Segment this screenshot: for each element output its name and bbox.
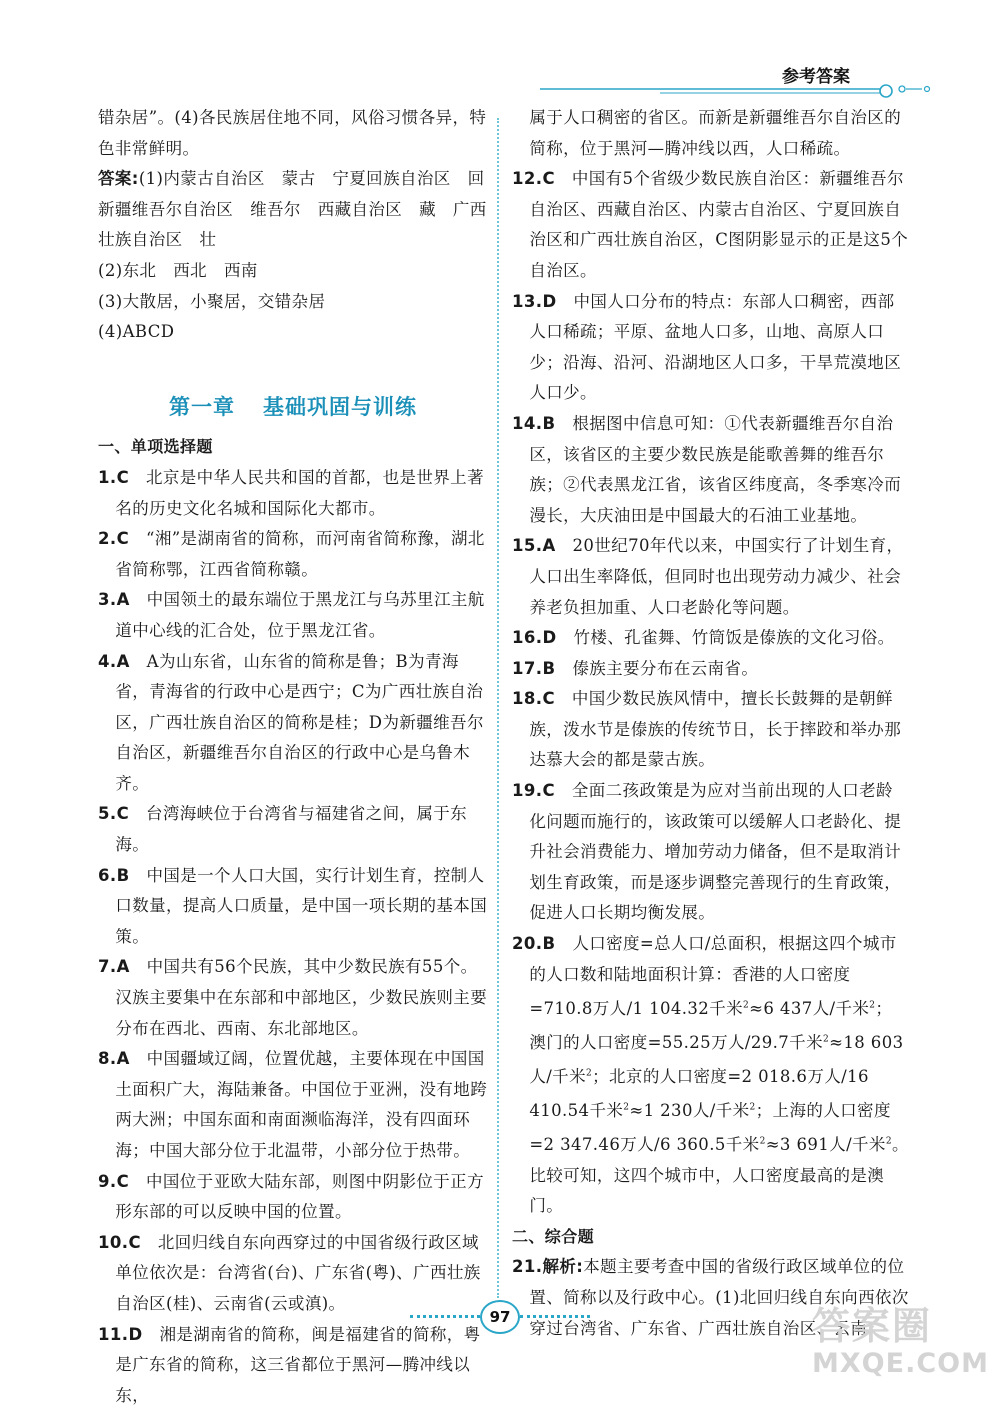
- answer-item: [98, 952, 488, 1044]
- answer-item: [98, 799, 488, 860]
- answer-label: 答案:: [98, 169, 139, 189]
- answer-item: [512, 287, 909, 409]
- answer-item: [98, 861, 488, 953]
- item-explanation: 中国疆域辽阔，位置优越，主要体现在中国国土面积广大，海陆兼备。中国位于亚洲，没有地跨两大洲；中国东面和南面濒临海洋，没有四面环海；中国大部分位于北温带，小部分位于热带。: [115, 1049, 488, 1160]
- item-number: 16.: [512, 628, 543, 648]
- watermark-url: MXQE.COM: [812, 1348, 989, 1379]
- chapter-title: 基础巩固与训练: [263, 393, 417, 419]
- right-column: [512, 103, 909, 1344]
- item-explanation: A为山东省，山东省的简称是鲁；B为青海省，青海省的行政中心是西宁；C为广西壮族自治区，广西壮族自治区的简称是桂；D为新疆维吾尔自治区，新疆维吾尔自治区的行政中心是乌鲁木齐。: [115, 651, 484, 793]
- item-answer: A: [116, 590, 130, 610]
- item-answer: C: [116, 804, 130, 824]
- superscript: 2: [749, 1102, 756, 1113]
- watermark: [812, 1304, 989, 1392]
- page-footer: [390, 1296, 610, 1340]
- item-number: 12.: [512, 169, 543, 189]
- header-rule: [540, 58, 940, 98]
- answer-item: [98, 524, 488, 585]
- column-divider: [497, 118, 499, 1298]
- item-explanation: 中国有5个省级少数民族自治区：新疆维吾尔自治区、西藏自治区、内蒙古自治区、宁夏回族自治区和广西壮族自治区，C图阴影显示的正是这5个自治区。: [529, 169, 909, 280]
- item-number: 18.: [512, 689, 543, 709]
- watermark-logo: 答案圈: [812, 1304, 933, 1348]
- item-number: 21.: [512, 1257, 543, 1277]
- item-number: 6.: [98, 865, 117, 885]
- item-number: 4.: [98, 651, 117, 671]
- answer-text: 错杂居”。(4)各民族居住地不同，风俗习惯各异，特色非常鲜明。: [98, 108, 487, 158]
- superscript: 2: [623, 1102, 630, 1113]
- answer-item: [98, 585, 488, 646]
- item-explanation: 中国人口分布的特点：东部人口稠密，西部人口稀疏；平原、盆地人口多，山地、高原人口少；沿海、沿河、沿湖地区人口多，干旱荒漠地区人口少。: [529, 291, 902, 403]
- item-number: 7.: [98, 957, 117, 977]
- superscript: 2: [743, 1000, 750, 1011]
- item-label: 解析:: [542, 1257, 584, 1277]
- item-answer: C: [542, 689, 555, 709]
- answer-item: [98, 1167, 488, 1228]
- item-number: 10.: [98, 1232, 129, 1252]
- answer-item: [512, 164, 909, 286]
- item-explanation: 中国领土的最东端位于黑龙江与乌苏里江主航道中心线的汇合处，位于黑龙江省。: [115, 590, 485, 640]
- item-number: 19.: [512, 781, 543, 801]
- answer-text: (3)大散居，小聚居，交错杂居: [98, 291, 326, 311]
- chapter-heading: [98, 392, 488, 423]
- item-answer: C: [542, 169, 555, 189]
- superscript: 2: [585, 1068, 593, 1079]
- answer-item: [98, 463, 488, 524]
- answer-text: (1)内蒙古自治区 蒙古 宁夏回族自治区 回 新疆维吾尔自治区 维吾尔 西藏自治区 藏 广西壮族自治区 壮: [98, 169, 502, 250]
- item-explanation: 傣族主要分布在云南省。: [572, 658, 759, 678]
- answer-item: [512, 531, 909, 623]
- footer-dots-right: [520, 1315, 590, 1318]
- item-answer: D: [542, 291, 557, 311]
- item-explanation: 本题主要考查中国的省级行政区域单位的位置、简称以及行政中心。(1)北回归线自东向西依次穿过台湾省、广东省、广西壮族自治区、云南: [529, 1257, 909, 1338]
- answer-item: [512, 776, 909, 929]
- item-answer: B: [542, 413, 556, 433]
- item-number: 9.: [98, 1171, 117, 1191]
- chapter-number: 第一章: [169, 393, 235, 419]
- item-number: 20.: [512, 934, 543, 954]
- item-number: 1.: [98, 467, 117, 487]
- answer-item: [512, 929, 909, 1222]
- item-number: 3.: [98, 590, 117, 610]
- item-explanation: 北回归线自东向西穿过的中国省级行政区域单位依次是：台湾省(台)、广东省(粤)、广西壮族自治区(桂)、云南省(云或滇)。: [115, 1232, 481, 1313]
- answer-item: [98, 1044, 488, 1166]
- item-answer: A: [116, 1049, 130, 1069]
- item-answer: A: [116, 957, 130, 977]
- item-explanation: 湘是湖南省的简称，闽是福建省的简称，粤是广东省的简称，这三省都位于黑河—腾冲线以东，: [115, 1324, 481, 1405]
- item-number: 8.: [98, 1049, 117, 1069]
- answer-continuation: 属于人口稠密的省区。而新是新疆维吾尔自治区的简称，位于黑河—腾冲线以西，人口稀疏。: [529, 108, 902, 158]
- item-explanation: 20世纪70年代以来，中国实行了计划生育，人口出生率降低，但同时也出现劳动力减少、社会养老负担加重、人口老龄化等问题。: [529, 536, 904, 617]
- footer-dots-left: [410, 1315, 480, 1318]
- item-explanation: 中国共有56个民族，其中少数民族有55个。汉族主要集中在东部和中部地区，少数民族则主要分布在西北、西南、东北部地区。: [115, 957, 488, 1038]
- item-explanation: 根据图中信息可知：①代表新疆维吾尔自治区，该省区的主要少数民族是能歌善舞的维吾尔族；②代表黑龙江省，该省区纬度高，冬季寒冷而漫长，大庆油田是中国最大的石油工业基地。: [529, 413, 902, 525]
- item-number: 14.: [512, 413, 543, 433]
- item-answer: C: [116, 529, 130, 549]
- item-explanation: “湘”是湖南省的简称，而河南省简称豫，湖北省简称鄂，江西省简称赣。: [115, 529, 485, 579]
- superscript: 2: [822, 1034, 830, 1045]
- item-explanation: 竹楼、孔雀舞、竹筒饭是傣族的文化习俗。: [573, 628, 895, 648]
- item-number: 5.: [98, 804, 117, 824]
- answer-item: [512, 654, 909, 685]
- header-title: 参考答案: [782, 67, 850, 87]
- superscript: 2: [869, 1000, 876, 1011]
- item-number: 11.: [98, 1324, 129, 1344]
- item-number: 17.: [512, 658, 543, 678]
- item-explanation: 台湾海峡位于台湾省与福建省之间，属于东海。: [115, 804, 468, 855]
- item-answer: B: [542, 934, 556, 954]
- item-answer: B: [542, 658, 556, 678]
- item-answer: C: [128, 1232, 141, 1252]
- item-answer: C: [116, 1171, 130, 1191]
- item-answer: A: [116, 651, 130, 671]
- item-number: 2.: [98, 529, 117, 549]
- item-answer: B: [116, 865, 130, 885]
- item-number: 15.: [512, 536, 543, 556]
- superscript: 2: [759, 1136, 766, 1147]
- item-explanation: 中国是一个人口大国，实行计划生育，控制人口数量，提高人口质量，是中国一项长期的基本国策。: [115, 865, 488, 946]
- answer-item: [512, 684, 909, 776]
- answer-item: [512, 623, 909, 654]
- item-answer: D: [542, 628, 557, 648]
- answer-block: [98, 164, 502, 256]
- item-answer: C: [542, 781, 555, 801]
- page-header: [540, 58, 940, 98]
- item-explanation: 全面二孩政策是为应对当前出现的人口老龄化问题而施行的，该政策可以缓解人口老龄化、提升社会消费能力、增加劳动力储备，但不是取消计划生育政策，而是逐步调整完善现行的生育政策，促进人口长期均衡发展。: [529, 781, 902, 923]
- section-heading: 二、综合题: [512, 1226, 595, 1246]
- question-list: [98, 463, 488, 1411]
- item-answer: A: [542, 536, 556, 556]
- answer-item: [98, 647, 488, 800]
- answer-text: (2)东北 西北 西南: [98, 260, 258, 280]
- item-explanation: 中国位于亚欧大陆东部，则图中阴影位于正方形东部的可以反映中国的位置。: [115, 1171, 484, 1222]
- item-explanation: 北京是中华人民共和国的首都，也是世界上著名的历史文化名城和国际化大都市。: [115, 467, 484, 518]
- item-explanation: 中国少数民族风情中，擅长长鼓舞的是朝鲜族，泼水节是傣族的传统节日，长于摔跤和举办那达慕大会的都是蒙古族。: [529, 689, 902, 770]
- item-answer: D: [128, 1324, 143, 1344]
- answer-item: [512, 409, 909, 531]
- item-answer: C: [116, 467, 130, 487]
- superscript: 2: [885, 1136, 892, 1147]
- answer-text: (4)ABCD: [98, 322, 175, 342]
- page-number: 97: [480, 1300, 520, 1334]
- item-explanation: 人口密度=总人口/总面积，根据这四个城市的人口数和陆地面积计算：香港的人口密度=710.8万人/1 104.32千米$^2$≈6 437人/千米$^2$；澳门的人口密度=55.25万人/29.7千米$^2$≈18 603人/千米$^2$；北京的人口密度=2 018.6万人/16 410.54千米$^2$≈1 230人/千米$^2$；上海的人口密度=2 347.46万人/6 360.5千米$^2$≈3 691人/千米$^2$。比较可知，这四个城市中，人口密度最高的是澳门。: [529, 934, 909, 1216]
- item-number: 13.: [512, 291, 543, 311]
- section-heading: 一、单项选择题: [98, 437, 213, 457]
